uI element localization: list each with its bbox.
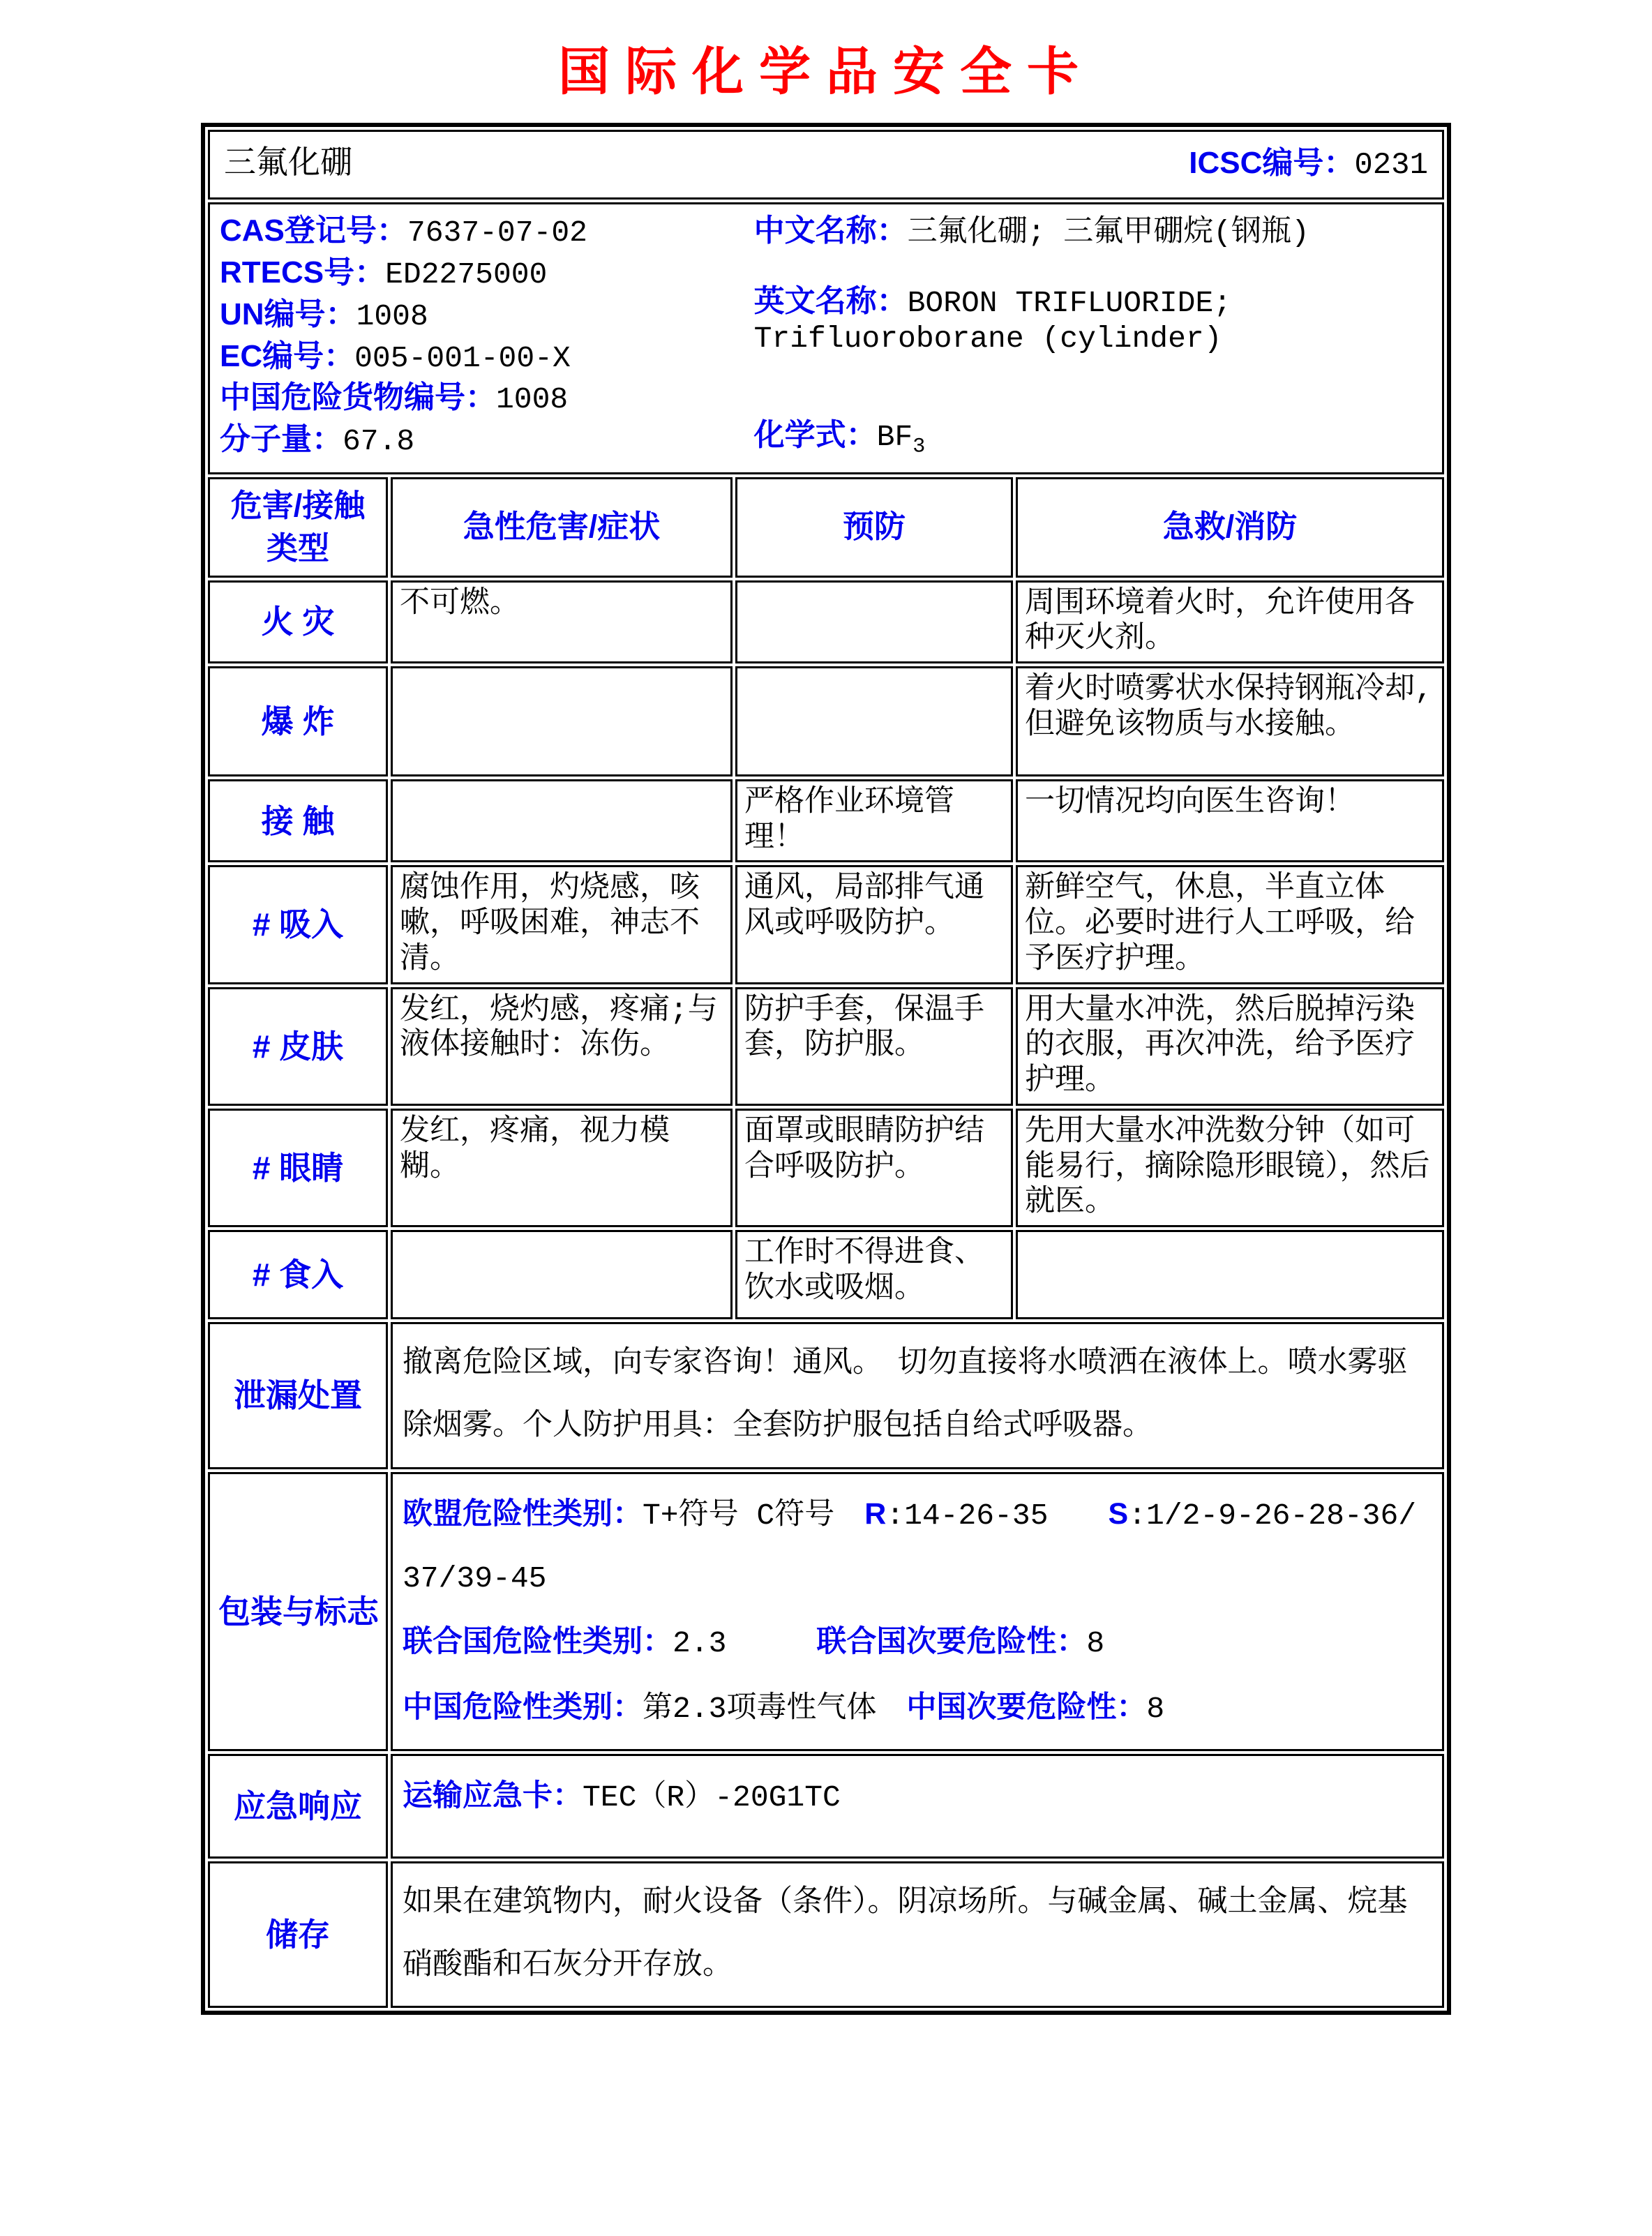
hazard-header-row (208, 477, 1444, 578)
china-hazard-class-line (403, 1676, 1432, 1741)
cas-number-item (220, 213, 754, 251)
formula-base: BF (876, 420, 913, 455)
row-ingestion-first-aid (1016, 1230, 1444, 1319)
identifiers-wrap (218, 210, 1434, 467)
china-dg-number-item (220, 380, 754, 418)
english-name-item (754, 283, 1434, 357)
safety-card-table (201, 123, 1451, 2015)
identifiers-left-column (218, 210, 754, 467)
row-inhalation-label: # 吸入 (208, 865, 388, 984)
icsc-number: 0231 (1354, 148, 1428, 183)
molecular-weight-item (220, 421, 754, 460)
row-skin-first-aid: 用大量水冲洗，然后脱掉污染的衣服，再次冲洗，给予医疗护理。 (1016, 987, 1444, 1106)
row-contact-first-aid: 一切情况均向医生咨询！ (1016, 779, 1444, 862)
row-contact-symptoms (391, 779, 733, 862)
molecular-weight-value: 67.8 (343, 424, 415, 459)
formula-item (754, 417, 1434, 460)
rtecs-number-label: RTECS号： (220, 255, 386, 290)
identifiers-row (208, 202, 1444, 474)
s-phrases-value: :1/2-9-26-28-36/37/39-45 (403, 1498, 1417, 1596)
row-spill-label: 泄漏处置 (208, 1322, 388, 1469)
row-ingestion (208, 1230, 1444, 1319)
header-hazard-type-line1: 危害/接触 (230, 488, 366, 523)
row-explosion-symptoms (391, 666, 733, 776)
eu-hazard-class-value: T+符号 C符号 (643, 1498, 865, 1533)
formula-label: 化学式： (753, 418, 877, 453)
un-hazard-class-label: 联合国危险性类别： (403, 1625, 673, 1659)
row-spill-text: 撤离危险区域，向专家咨询！通风。 切勿直接将水喷洒在液体上。喷水雾驱除烟雾。个人防护用具：全套防护服包括自给式呼吸器。 (391, 1322, 1444, 1469)
transport-emergency-card-label: 运输应急卡： (403, 1778, 583, 1813)
row-skin-symptoms: 发红，烧灼感，疼痛;与液体接触时：冻伤。 (391, 987, 733, 1106)
row-explosion-first-aid: 着火时喷雾状水保持钢瓶冷却,但避免该物质与水接触。 (1016, 666, 1444, 776)
un-subsidiary-risk-label: 联合国次要危险性： (816, 1625, 1087, 1659)
eu-hazard-class-label: 欧盟危险性类别： (403, 1496, 643, 1531)
row-packaging-label: 包装与标志 (208, 1472, 388, 1751)
english-name-label: 英文名称： (753, 284, 908, 319)
ec-number-label: EC编号： (220, 338, 355, 373)
row-inhalation (208, 865, 1444, 984)
header-first-aid: 急救/消防 (1016, 477, 1444, 578)
r-phrases-label: R (864, 1496, 887, 1531)
un-hazard-class-line (403, 1610, 1432, 1675)
header-hazard-type (208, 477, 388, 578)
row-skin-label: # 皮肤 (208, 987, 388, 1106)
cas-number-label: CAS登记号： (220, 213, 407, 248)
card-header-cell (208, 130, 1444, 200)
header-symptoms: 急性危害/症状 (391, 477, 733, 578)
un-hazard-class-value: 2.3 (673, 1626, 817, 1661)
row-storage (208, 1861, 1444, 2009)
china-hazard-class-value: 第2.3项毒性气体 (643, 1691, 907, 1726)
row-eyes-symptoms: 发红，疼痛，视力模糊。 (391, 1109, 733, 1227)
titlebar (218, 137, 1434, 192)
row-skin (208, 987, 1444, 1106)
card-header-row (208, 130, 1444, 200)
row-fire-label: 火 灾 (208, 580, 388, 663)
row-contact (208, 779, 1444, 862)
cas-number-value: 7637-07-02 (407, 216, 587, 250)
row-eyes (208, 1109, 1444, 1227)
row-emergency-response (208, 1754, 1444, 1859)
identifiers-right-column (754, 210, 1434, 467)
row-emergency-text (391, 1754, 1444, 1859)
row-packaging-labelling (208, 1472, 1444, 1751)
header-hazard-type-line2: 类型 (266, 530, 329, 566)
china-subsidiary-risk-value: 8 (1146, 1691, 1165, 1726)
chinese-name-item (754, 213, 1434, 251)
row-contact-label: 接 触 (208, 779, 388, 862)
row-fire (208, 580, 1444, 663)
row-contact-prevention: 严格作业环境管理！ (735, 779, 1013, 862)
row-eyes-first-aid: 先用大量水冲洗数分钟（如可能易行，摘除隐形眼镜），然后就医。 (1016, 1109, 1444, 1227)
row-inhalation-symptoms: 腐蚀作用，灼烧感，咳嗽，呼吸困难，神志不清。 (391, 865, 733, 984)
ec-number-value: 005-001-00-X (354, 340, 571, 375)
row-ingestion-label: # 食入 (208, 1230, 388, 1319)
chinese-name-label: 中文名称： (753, 213, 908, 248)
row-storage-text: 如果在建筑物内，耐火设备（条件）。阴凉场所。与碱金属、碱土金属、烷基硝酸酯和石灰分开存放。 (391, 1861, 1444, 2009)
english-name-value: BORON TRIFLUORIDE; Trifluoroborane (cylinder) (753, 286, 1232, 356)
molecular-weight-label: 分子量： (220, 422, 343, 457)
row-fire-symptoms: 不可燃。 (391, 580, 733, 663)
china-hazard-class-label: 中国危险性类别： (403, 1690, 643, 1724)
formula-value (876, 420, 926, 459)
row-ingestion-prevention: 工作时不得进食、饮水或吸烟。 (735, 1230, 1013, 1319)
icsc-label: ICSC编号： (1189, 146, 1355, 181)
rtecs-number-item (220, 255, 754, 293)
china-dg-number-label: 中国危险货物编号： (220, 380, 496, 415)
substance-name: 三氟化硼 (224, 146, 352, 183)
china-subsidiary-risk-label: 中国次要危险性： (906, 1690, 1147, 1724)
row-packaging-text (391, 1472, 1444, 1751)
page-title: 国际化学品安全卡 (558, 43, 1094, 100)
row-storage-label: 储存 (208, 1861, 388, 2009)
china-dg-number-value: 1008 (496, 382, 569, 417)
row-fire-first-aid: 周围环境着火时，允许使用各种灭火剂。 (1016, 580, 1444, 663)
row-explosion (208, 666, 1444, 776)
chinese-name-value: 三氟化硼; 三氟甲硼烷(钢瓶) (907, 216, 1309, 250)
transport-emergency-card-value: TEC（R）-20G1TC (583, 1780, 841, 1815)
un-number-label: UN编号： (220, 297, 356, 331)
rtecs-number-value: ED2275000 (385, 257, 548, 292)
identifiers-cell (208, 202, 1444, 474)
r-phrases-value: :14-26-35 (886, 1498, 1109, 1533)
ec-number-item (220, 338, 754, 377)
s-phrases-label: S (1108, 1496, 1129, 1531)
un-number-item (220, 297, 754, 335)
row-explosion-prevention (735, 666, 1013, 776)
header-prevention: 预防 (735, 477, 1013, 578)
icsc-number-group (1189, 145, 1428, 184)
un-number-value: 1008 (356, 299, 428, 333)
row-eyes-label: # 眼睛 (208, 1109, 388, 1227)
un-subsidiary-risk-value: 8 (1086, 1626, 1105, 1661)
row-spill-disposal (208, 1322, 1444, 1469)
row-explosion-label: 爆 炸 (208, 666, 388, 776)
row-fire-prevention (735, 580, 1013, 663)
row-inhalation-prevention: 通风，局部排气通风或呼吸防护。 (735, 865, 1013, 984)
row-eyes-prevention: 面罩或眼睛防护结合呼吸防护。 (735, 1109, 1013, 1227)
row-emergency-label: 应急响应 (208, 1754, 388, 1859)
row-inhalation-first-aid: 新鲜空气，休息，半直立体位。必要时进行人工呼吸，给予医疗护理。 (1016, 865, 1444, 984)
formula-subscript: 3 (913, 435, 926, 459)
row-ingestion-symptoms (391, 1230, 733, 1319)
row-skin-prevention: 防护手套，保温手套，防护服。 (735, 987, 1013, 1106)
eu-hazard-class-line (403, 1483, 1432, 1611)
